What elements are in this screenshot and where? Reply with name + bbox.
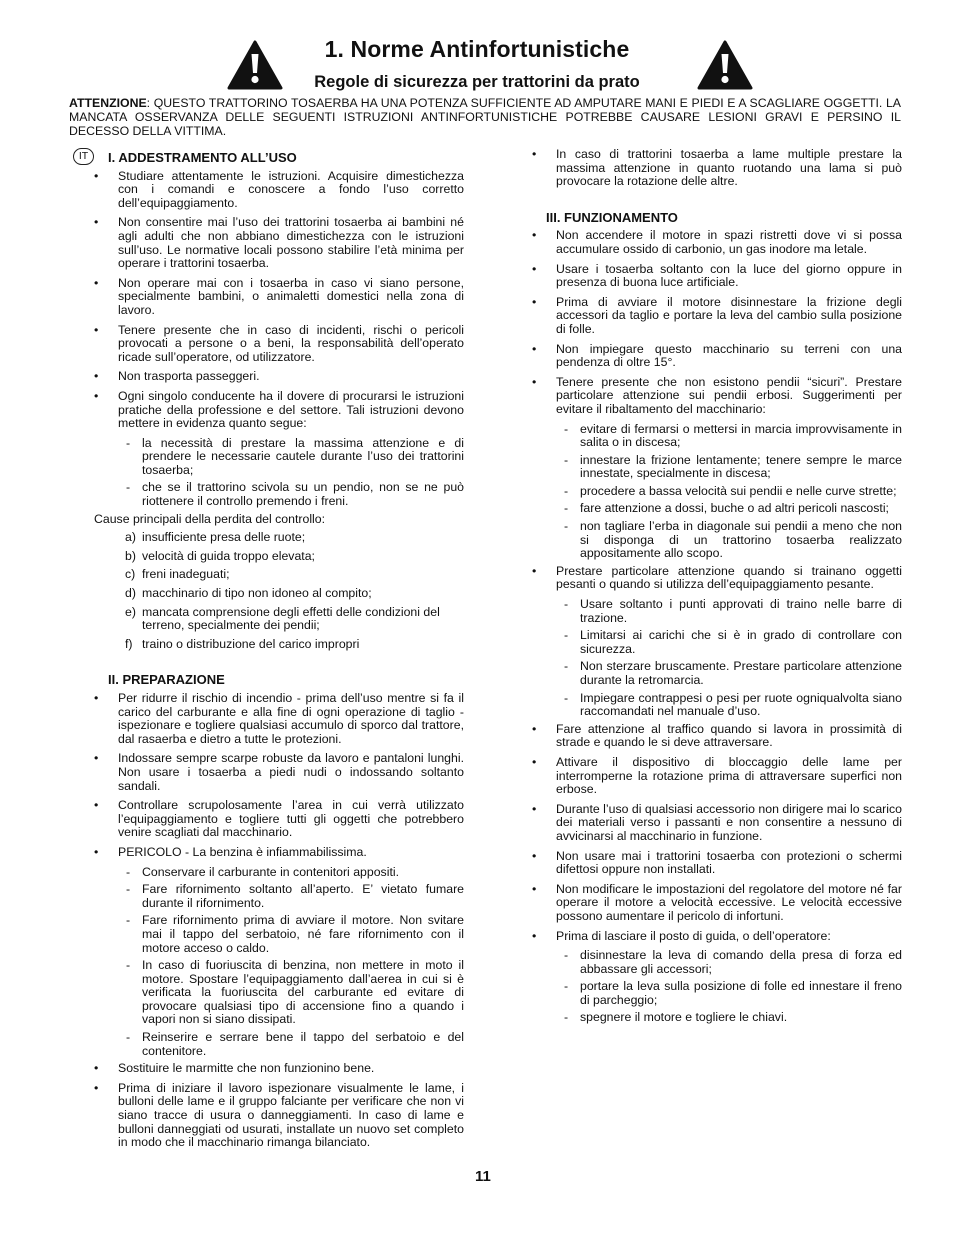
item-letter: c) bbox=[125, 567, 136, 582]
bullet-item: • Durante l’uso di qualsiasi accessorio non dirigere mai lo scarico dei materiali verso i passanti e non consentire a nessuno di avvicinarsi al macchinario in funzione. bbox=[530, 803, 902, 844]
dash-item: - fare attenzione a dossi, buche o ad altri pericoli nascosti; bbox=[530, 502, 902, 516]
section-title: I. ADDESTRAMENTO ALL’USO bbox=[108, 150, 297, 165]
bullet-item: • Indossare sempre scarpe robuste da lavoro e pantaloni lunghi. Non usare i tosaerba a piedi nudi o indossando soltanto sandali. bbox=[92, 752, 464, 793]
item-text: macchinario di tipo non idoneo al compito; bbox=[142, 586, 372, 601]
bullet-item: • Non trasporta passeggeri. bbox=[92, 370, 464, 384]
bullet-item: • Sostituire le marmitte che non funzionino bene. bbox=[92, 1062, 464, 1076]
warning-text: : QUESTO TRATTORINO TOSAERBA HA UNA POTENZA SUFFICIENTE AD AMPUTARE MANI E PIEDI E A SCAGLIARE OGGETTI. LA MANCATA OSSERVANZA DELLE SEGUENTI ISTRUZIONI ANTINFORTUNISTICHE POTREBBE CAUSARE LESIONI GRAVI E PERSINO IL DECESSO DELLA VITTIMA. bbox=[69, 96, 901, 139]
bullet-item: • Ogni singolo conducente ha il dovere di procurarsi le istruzioni pratiche della professione e del settore. Tali istruzioni devono mettere in evidenza quanto segue: bbox=[92, 390, 464, 431]
dash-item: - spegnere il motore e togliere le chiavi. bbox=[530, 1011, 902, 1025]
bullet-item: • Non accendere il motore in spazi ristretti dove vi si possa accumulare ossido di carbonio, un gas inodore ma letale. bbox=[530, 229, 902, 256]
item-letter: f) bbox=[125, 636, 133, 651]
page-subtitle: Regole di sicurezza per trattorini da prato bbox=[314, 73, 640, 91]
dash-item: - Usare soltanto i punti approvati di traino nelle barre di trazione. bbox=[530, 598, 902, 625]
warning-intro bbox=[69, 96, 901, 139]
dash-item: - disinnestare la leva di comando della presa di forza ed abbassare gli accessori; bbox=[530, 949, 902, 976]
dash-item: - Impiegare contrappesi o pesi per ruote ogniqualvolta siano raccomandati nel manuale d’uso. bbox=[530, 692, 902, 719]
dash-item: - Fare rifornimento soltanto all’aperto. E’ vietato fumare durante il rifornimento. bbox=[92, 883, 464, 910]
bullet-item: • Non usare mai i trattorini tosaerba con protezioni o schermi difettosi oppure non installati. bbox=[530, 850, 902, 877]
dash-item: - portare la leva sulla posizione di folle ed innestare il freno di parcheggio; bbox=[530, 980, 902, 1007]
dash-item: - Conservare il carburante in contenitori appositi. bbox=[92, 866, 464, 880]
item-letter: b) bbox=[125, 548, 136, 563]
item-letter: d) bbox=[125, 586, 136, 601]
dash-item: - procedere a bassa velocità sui pendii e nelle curve strette; bbox=[530, 485, 902, 499]
bullet-item: • Prima di iniziare il lavoro ispezionare visualmente le lame, i bulloni delle lame e il gruppo falciante per verificare che non vi siano tracce di usura o danneggiamenti. In caso di lame e bulloni danneggiati od usurati, installate un nuovo set completo in modo che il macchinario rimanga bilanciato. bbox=[92, 1082, 464, 1150]
dash-item: - non tagliare l’erba in diagonale sui pendii a meno che non si disponga di un trattorino tosaerba realizzato appositamente allo scopo. bbox=[530, 520, 902, 561]
item-text: freni inadeguati; bbox=[142, 567, 230, 582]
dash-item: - Non sterzare bruscamente. Prestare particolare attenzione durante la retromarcia. bbox=[530, 660, 902, 687]
bullet-item: • Studiare attentamente le istruzioni. Acquisire dimestichezza con i comandi e conoscere a fondo l’uso corretto dell’equipaggiamento. bbox=[92, 170, 464, 211]
section-title: III. FUNZIONAMENTO bbox=[546, 209, 678, 225]
lettered-item bbox=[92, 587, 464, 601]
bullet-item: • Non consentire mai l’uso dei trattorini tosaerba ai bambini né agli adulti che non abbiano dimestichezza con le istruzioni sull’uso. Le normative locali possono stabilire l’età minima per operare i trattorini tosaerba. bbox=[92, 216, 464, 270]
bullet-item: • Non modificare le impostazioni del regolatore del motore né far operare il motore a velocità eccessive. Le velocità eccessive possono aumentare il pericolo di infortuni. bbox=[530, 883, 902, 924]
dash-item: - In caso di fuoriuscita di benzina, non mettere in moto il motore. Spostare l’equipaggiamento dall’aerea in cui si è verificata la fuoriuscita del carburante ed evitare di provocare qualsiasi tipo di accensione fino a quando i vapori non si siano dissipati. bbox=[92, 959, 464, 1027]
right-column bbox=[530, 148, 902, 1029]
lettered-item bbox=[92, 531, 464, 545]
dash-item: - che se il trattorino scivola su un pendio, non se ne può riottenere il controllo premendo i freni. bbox=[92, 481, 464, 508]
item-text: traino o distribuzione del carico impropri bbox=[142, 636, 360, 651]
bullet-item: • Tenere presente che in caso di incidenti, rischi o pericoli provocati a persone o a beni, la responsabilità dell’operato ricade sull’operatore, od utilizzatore. bbox=[92, 324, 464, 365]
bullet-item: • Fare attenzione al traffico quando si lavora in prossimità di strade e quando le si deve attraversare. bbox=[530, 723, 902, 750]
bullet-item: • Per ridurre il rischio di incendio - prima dell’uso mentre si fa il carico del carburante e alla fine di ogni operazione di taglio - ispezionare e togliere qualsiasi accumulo di sporco dal trattore, dal rasaerba e dietro a tutte le protezioni. bbox=[92, 692, 464, 746]
bullet-item: • Prima di avviare il motore disinnestare la frizione degli accessori da taglio e portare la leva del cambio sulla posizione di folle. bbox=[530, 296, 902, 337]
dash-item: - Reinserire e serrare bene il tappo del serbatoio e del contenitore. bbox=[92, 1031, 464, 1058]
item-letter: e) bbox=[125, 604, 136, 619]
bullet-item: • Prestare particolare attenzione quando si trainano oggetti pesanti o quando si utilizza dell’equipaggiamento pesante. bbox=[530, 565, 902, 592]
item-text: insufficiente presa delle ruote; bbox=[142, 530, 306, 545]
bullet-item: • Non impiegare questo macchinario su terreni con una pendenza di oltre 15°. bbox=[530, 343, 902, 370]
dash-item: - la necessità di prestare la massima attenzione e di prendere le necessarie cautele durante l’uso dei trattorini tosaerba; bbox=[92, 437, 464, 478]
page-number: 11 bbox=[475, 1168, 491, 1185]
section-title: II. PREPARAZIONE bbox=[108, 672, 225, 688]
lettered-item bbox=[92, 568, 464, 582]
warning-lead: ATTENZIONE bbox=[69, 96, 147, 110]
left-column bbox=[92, 148, 464, 1156]
dash-item: - Fare rifornimento prima di avviare il motore. Non svitare mai il tappo del serbatoio, né fare rifornimento con il motore acceso o caldo. bbox=[92, 914, 464, 955]
item-text: mancata comprensione degli effetti delle condizioni del terreno, specialmente dei pendii; bbox=[142, 604, 440, 633]
bullet-item: • Non operare mai con i tosaerba in caso vi siano persone, specialmente bambini, o animaletti domestici nella zona di lavoro. bbox=[92, 277, 464, 318]
lettered-item bbox=[92, 606, 464, 633]
dash-item: - innestare la frizione lentamente; tenere sempre le marce innestate, specialmente in discesa; bbox=[530, 454, 902, 481]
bullet-item: • Usare i tosaerba soltanto con la luce del giorno oppure in presenza di buona luce artificiale. bbox=[530, 263, 902, 290]
paragraph: Cause principali della perdita del controllo: bbox=[94, 511, 326, 526]
bullet-item: • Attivare il dispositivo di bloccaggio delle lame per interromperne la rotazione prima di attraversare superfici non erbose. bbox=[530, 756, 902, 797]
bullet-item: • PERICOLO - La benzina è infiammabilissima. bbox=[92, 846, 464, 860]
bullet-item: • In caso di trattorini tosaerba a lame multiple prestare la massima attenzione in quanto ruotando una lama si può provocare la rotazione delle altre. bbox=[530, 148, 902, 189]
item-text: velocità di guida troppo elevata; bbox=[142, 548, 315, 563]
lettered-item bbox=[92, 550, 464, 564]
bullet-item: • Tenere presente che non esistono pendii “sicuri”. Prestare particolare attenzione sui pendii erbosi. Suggerimenti per evitare il ribaltamento del macchinario: bbox=[530, 376, 902, 417]
language-badge: IT bbox=[73, 148, 94, 165]
bullet-item: • Controllare scrupolosamente l’area in cui verrà utilizzato l’equipaggiamento e togliere tutti gli oggetti che potrebbero venire scagliati dal macchinario. bbox=[92, 799, 464, 840]
item-letter: a) bbox=[125, 530, 136, 545]
dash-item: - Limitarsi ai carichi che si è in grado di controllare con sicurezza. bbox=[530, 629, 902, 656]
lettered-item bbox=[92, 638, 464, 652]
page-title: 1. Norme Antinfortunistiche bbox=[324, 36, 630, 62]
bullet-item: • Prima di lasciare il posto di guida, o dell’operatore: bbox=[530, 930, 902, 944]
dash-item: - evitare di fermarsi o mettersi in marcia improvvisamente in salita o in discesa; bbox=[530, 423, 902, 450]
